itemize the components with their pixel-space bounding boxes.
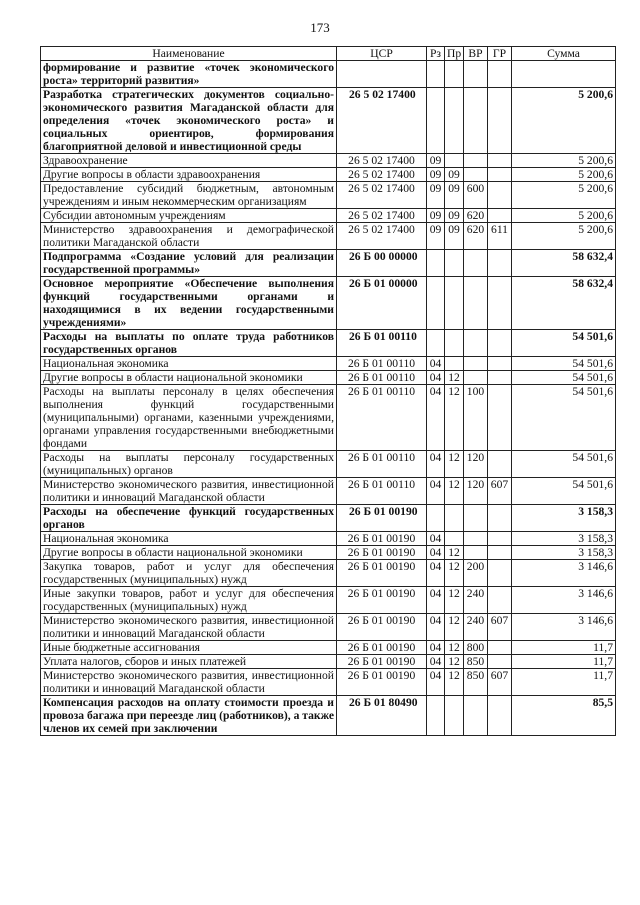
cell-pr: 12 — [445, 546, 464, 560]
cell-gr — [488, 505, 512, 532]
header-rz: Рз — [427, 47, 445, 61]
cell-rz: 04 — [427, 655, 445, 669]
cell-name: формирование и развитие «точек экономического роста» территорий развития» — [41, 61, 337, 88]
cell-rz: 04 — [427, 532, 445, 546]
table-row — [41, 168, 616, 182]
cell-csr: 26 Б 01 00000 — [337, 277, 427, 330]
cell-gr: 607 — [488, 669, 512, 696]
cell-pr: 12 — [445, 655, 464, 669]
cell-pr — [445, 277, 464, 330]
cell-rz: 09 — [427, 168, 445, 182]
table-header-row — [41, 47, 616, 61]
cell-rz — [427, 505, 445, 532]
cell-vr: 240 — [464, 614, 488, 641]
cell-pr — [445, 330, 464, 357]
cell-name: Министерство экономического развития, инвестиционной политики и инноваций Магаданской области — [41, 669, 337, 696]
cell-pr: 12 — [445, 641, 464, 655]
table-row — [41, 451, 616, 478]
table-row — [41, 277, 616, 330]
cell-csr: 26 Б 01 00110 — [337, 371, 427, 385]
table-row — [41, 560, 616, 587]
cell-rz: 04 — [427, 614, 445, 641]
cell-name: Подпрограмма «Создание условий для реализации государственной программы» — [41, 250, 337, 277]
header-gr: ГР — [488, 47, 512, 61]
cell-csr: 26 5 02 17400 — [337, 154, 427, 168]
cell-pr: 12 — [445, 587, 464, 614]
cell-csr: 26 Б 01 00190 — [337, 587, 427, 614]
cell-pr — [445, 250, 464, 277]
cell-csr: 26 Б 01 00110 — [337, 330, 427, 357]
cell-name: Здравоохранение — [41, 154, 337, 168]
table-row — [41, 371, 616, 385]
table-row — [41, 385, 616, 451]
cell-name: Предоставление субсидий бюджетным, автономным учреждениям и иным некоммерческим организациям — [41, 182, 337, 209]
cell-gr — [488, 250, 512, 277]
cell-name: Другие вопросы в области национальной экономики — [41, 546, 337, 560]
cell-csr: 26 5 02 17400 — [337, 88, 427, 154]
cell-sum: 3 146,6 — [512, 587, 616, 614]
cell-rz: 04 — [427, 641, 445, 655]
cell-pr — [445, 696, 464, 736]
table-row — [41, 330, 616, 357]
table-row — [41, 478, 616, 505]
cell-sum — [512, 61, 616, 88]
table-row — [41, 61, 616, 88]
cell-gr: 607 — [488, 478, 512, 505]
header-vr: ВР — [464, 47, 488, 61]
cell-gr — [488, 154, 512, 168]
cell-rz: 04 — [427, 357, 445, 371]
cell-sum: 54 501,6 — [512, 478, 616, 505]
cell-gr — [488, 371, 512, 385]
cell-csr: 26 Б 00 00000 — [337, 250, 427, 277]
cell-rz: 04 — [427, 587, 445, 614]
cell-sum: 54 501,6 — [512, 451, 616, 478]
cell-vr: 620 — [464, 209, 488, 223]
cell-pr: 12 — [445, 385, 464, 451]
cell-gr — [488, 330, 512, 357]
cell-sum: 5 200,6 — [512, 223, 616, 250]
cell-sum: 3 146,6 — [512, 614, 616, 641]
cell-name: Компенсация расходов на оплату стоимости проезда и провоза багажа при переезде лиц (работников), а также членов их семей при заключении — [41, 696, 337, 736]
cell-vr: 850 — [464, 655, 488, 669]
cell-name: Национальная экономика — [41, 532, 337, 546]
cell-csr: 26 Б 01 00190 — [337, 505, 427, 532]
cell-vr — [464, 61, 488, 88]
cell-name: Основное мероприятие «Обеспечение выполнения функций государственными органами и находящимися в их ведении государственными учреждениями» — [41, 277, 337, 330]
table-row — [41, 357, 616, 371]
cell-sum: 5 200,6 — [512, 182, 616, 209]
cell-pr: 09 — [445, 209, 464, 223]
cell-gr: 611 — [488, 223, 512, 250]
cell-pr: 12 — [445, 669, 464, 696]
cell-vr: 850 — [464, 669, 488, 696]
cell-vr: 100 — [464, 385, 488, 451]
cell-csr — [337, 61, 427, 88]
header-csr: ЦСР — [337, 47, 427, 61]
cell-name: Разработка стратегических документов социально-экономического развития Магаданской области для определения «точек экономического роста» и социальных ориентиров, формирования благоприятной деловой и инвестиционной среды — [41, 88, 337, 154]
cell-gr — [488, 385, 512, 451]
table-row — [41, 209, 616, 223]
cell-sum: 5 200,6 — [512, 88, 616, 154]
cell-csr: 26 5 02 17400 — [337, 168, 427, 182]
cell-pr — [445, 505, 464, 532]
cell-gr — [488, 209, 512, 223]
cell-pr — [445, 154, 464, 168]
cell-vr — [464, 505, 488, 532]
cell-name: Расходы на выплаты персоналу в целях обеспечения выполнения функций государственными (муниципальными) органами, казенными учреждениями, органами управления государственными внебюджетными фондами — [41, 385, 337, 451]
cell-sum: 58 632,4 — [512, 277, 616, 330]
cell-vr: 200 — [464, 560, 488, 587]
cell-sum: 54 501,6 — [512, 371, 616, 385]
cell-sum: 3 146,6 — [512, 560, 616, 587]
cell-vr — [464, 277, 488, 330]
table-row — [41, 587, 616, 614]
cell-rz — [427, 696, 445, 736]
cell-csr: 26 Б 01 00110 — [337, 357, 427, 371]
table-row — [41, 250, 616, 277]
cell-pr — [445, 88, 464, 154]
cell-csr: 26 Б 01 00190 — [337, 655, 427, 669]
cell-pr: 12 — [445, 614, 464, 641]
cell-csr: 26 Б 01 00110 — [337, 478, 427, 505]
cell-name: Уплата налогов, сборов и иных платежей — [41, 655, 337, 669]
cell-sum: 3 158,3 — [512, 505, 616, 532]
header-name: Наименование — [41, 47, 337, 61]
cell-name: Другие вопросы в области здравоохранения — [41, 168, 337, 182]
page-number: 173 — [310, 20, 330, 35]
cell-vr — [464, 371, 488, 385]
cell-gr — [488, 560, 512, 587]
cell-csr: 26 5 02 17400 — [337, 182, 427, 209]
cell-name: Министерство здравоохранения и демографической политики Магаданской области — [41, 223, 337, 250]
table-row — [41, 223, 616, 250]
cell-pr: 12 — [445, 371, 464, 385]
table-row — [41, 696, 616, 736]
cell-sum: 11,7 — [512, 641, 616, 655]
cell-pr: 12 — [445, 560, 464, 587]
cell-name: Иные закупки товаров, работ и услуг для обеспечения государственных (муниципальных) нужд — [41, 587, 337, 614]
cell-rz — [427, 88, 445, 154]
cell-csr: 26 5 02 17400 — [337, 223, 427, 250]
cell-pr — [445, 61, 464, 88]
cell-name: Министерство экономического развития, инвестиционной политики и инноваций Магаданской области — [41, 478, 337, 505]
table-row — [41, 641, 616, 655]
cell-rz: 04 — [427, 478, 445, 505]
cell-pr: 09 — [445, 223, 464, 250]
cell-rz: 09 — [427, 182, 445, 209]
header-sum: Сумма — [512, 47, 616, 61]
cell-gr — [488, 532, 512, 546]
cell-sum: 54 501,6 — [512, 330, 616, 357]
cell-gr — [488, 182, 512, 209]
cell-rz: 04 — [427, 669, 445, 696]
table-row — [41, 614, 616, 641]
cell-csr: 26 Б 01 00110 — [337, 385, 427, 451]
cell-rz: 04 — [427, 385, 445, 451]
cell-name: Расходы на обеспечение функций государственных органов — [41, 505, 337, 532]
cell-csr: 26 Б 01 00190 — [337, 546, 427, 560]
cell-vr — [464, 532, 488, 546]
cell-csr: 26 Б 01 00190 — [337, 641, 427, 655]
cell-name: Расходы на выплаты персоналу государственных (муниципальных) органов — [41, 451, 337, 478]
table-row — [41, 669, 616, 696]
cell-csr: 26 5 02 17400 — [337, 209, 427, 223]
cell-gr — [488, 61, 512, 88]
cell-gr — [488, 546, 512, 560]
cell-rz: 09 — [427, 154, 445, 168]
cell-gr — [488, 696, 512, 736]
cell-pr: 12 — [445, 478, 464, 505]
cell-vr: 800 — [464, 641, 488, 655]
cell-sum: 11,7 — [512, 655, 616, 669]
cell-gr — [488, 587, 512, 614]
cell-sum: 54 501,6 — [512, 357, 616, 371]
cell-pr: 12 — [445, 451, 464, 478]
cell-csr: 26 Б 01 00190 — [337, 560, 427, 587]
cell-rz: 04 — [427, 371, 445, 385]
cell-gr — [488, 357, 512, 371]
cell-vr — [464, 357, 488, 371]
cell-sum: 5 200,6 — [512, 154, 616, 168]
table-row — [41, 505, 616, 532]
cell-rz — [427, 250, 445, 277]
cell-gr — [488, 451, 512, 478]
cell-sum: 3 158,3 — [512, 546, 616, 560]
cell-vr — [464, 330, 488, 357]
cell-pr — [445, 357, 464, 371]
cell-csr: 26 Б 01 00190 — [337, 532, 427, 546]
cell-rz: 04 — [427, 560, 445, 587]
cell-sum: 5 200,6 — [512, 168, 616, 182]
cell-rz: 09 — [427, 209, 445, 223]
cell-pr: 09 — [445, 182, 464, 209]
cell-name: Закупка товаров, работ и услуг для обеспечения государственных (муниципальных) нужд — [41, 560, 337, 587]
table-row — [41, 182, 616, 209]
cell-gr — [488, 641, 512, 655]
cell-csr: 26 Б 01 00190 — [337, 669, 427, 696]
cell-rz: 04 — [427, 546, 445, 560]
cell-rz — [427, 277, 445, 330]
cell-pr: 09 — [445, 168, 464, 182]
cell-vr — [464, 168, 488, 182]
cell-vr: 120 — [464, 478, 488, 505]
cell-sum: 58 632,4 — [512, 250, 616, 277]
cell-sum: 5 200,6 — [512, 209, 616, 223]
cell-vr — [464, 696, 488, 736]
cell-name: Расходы на выплаты по оплате труда работников государственных органов — [41, 330, 337, 357]
cell-vr: 120 — [464, 451, 488, 478]
budget-table — [40, 46, 616, 736]
cell-gr — [488, 88, 512, 154]
table-row — [41, 88, 616, 154]
cell-vr — [464, 154, 488, 168]
cell-name: Субсидии автономным учреждениям — [41, 209, 337, 223]
cell-rz: 04 — [427, 451, 445, 478]
cell-vr: 240 — [464, 587, 488, 614]
cell-name: Иные бюджетные ассигнования — [41, 641, 337, 655]
table-row — [41, 532, 616, 546]
cell-sum: 11,7 — [512, 669, 616, 696]
cell-csr: 26 Б 01 80490 — [337, 696, 427, 736]
cell-pr — [445, 532, 464, 546]
cell-gr — [488, 277, 512, 330]
cell-rz — [427, 330, 445, 357]
cell-csr: 26 Б 01 00110 — [337, 451, 427, 478]
cell-name: Национальная экономика — [41, 357, 337, 371]
cell-vr: 620 — [464, 223, 488, 250]
cell-rz — [427, 61, 445, 88]
table-row — [41, 154, 616, 168]
cell-name: Министерство экономического развития, инвестиционной политики и инноваций Магаданской области — [41, 614, 337, 641]
cell-name: Другие вопросы в области национальной экономики — [41, 371, 337, 385]
cell-vr — [464, 546, 488, 560]
cell-sum: 85,5 — [512, 696, 616, 736]
cell-csr: 26 Б 01 00190 — [337, 614, 427, 641]
cell-gr — [488, 168, 512, 182]
cell-vr: 600 — [464, 182, 488, 209]
cell-gr: 607 — [488, 614, 512, 641]
cell-gr — [488, 655, 512, 669]
header-pr: Пр — [445, 47, 464, 61]
cell-sum: 3 158,3 — [512, 532, 616, 546]
cell-sum: 54 501,6 — [512, 385, 616, 451]
cell-vr — [464, 250, 488, 277]
cell-vr — [464, 88, 488, 154]
table-row — [41, 655, 616, 669]
cell-rz: 09 — [427, 223, 445, 250]
table-row — [41, 546, 616, 560]
